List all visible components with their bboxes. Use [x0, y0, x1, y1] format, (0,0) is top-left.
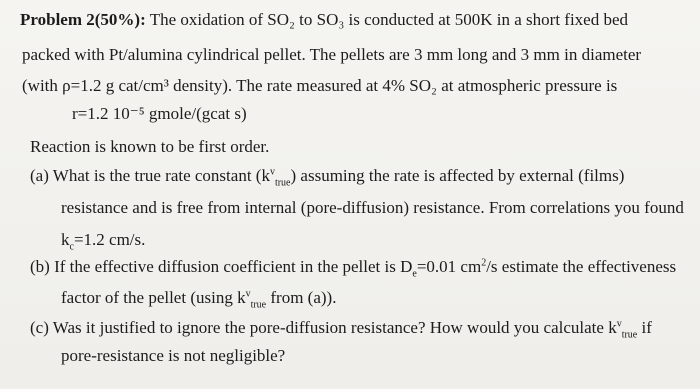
problem-line-1 [20, 9, 628, 31]
kc-value: =1.2 cm/s. [73, 230, 146, 249]
de-subscript: e [412, 268, 417, 280]
part-c-sup: v [616, 318, 622, 330]
part-b-text-3: /s estimate the effectiveness [486, 257, 677, 276]
kc-symbol: k [61, 230, 70, 249]
part-a-sup: v [269, 166, 275, 178]
part-c-sub: true [621, 329, 638, 341]
part-b-text-2: =0.01 cm [416, 257, 482, 276]
part-b-text-1: (b) If the effective diffusion coefficient in the pellet is D [30, 257, 413, 276]
kc-subscript: c [69, 241, 74, 253]
part-b-text-5: from (a)). [266, 288, 337, 307]
part-a-text-2: ) assuming the rate is affected by external (films) [290, 166, 625, 185]
problem-line-1-text: The oxidation of SO₂ to SO₃ is conducted at 500K in a short fixed bed [145, 10, 629, 29]
part-a-line-3 [61, 229, 145, 251]
part-b-line-2 [61, 287, 336, 309]
part-c-text-1: (c) Was it justified to ignore the pore-diffusion resistance? How would you calculate k [30, 318, 617, 337]
part-b-text-4: factor of the pellet (using k [61, 288, 246, 307]
reaction-order-statement: Reaction is known to be first order. [30, 137, 270, 156]
part-b-line-1 [30, 256, 676, 278]
problem-line-2: packed with Pt/alumina cylindrical pellet. The pellets are 3 mm long and 3 mm in diameter [22, 45, 642, 64]
rate-equation: r=1.2 10⁻⁵ gmole/(gcat s) [72, 104, 247, 123]
part-a-sub: true [274, 177, 291, 189]
part-a-text-1: (a) What is the true rate constant (k [30, 166, 270, 185]
problem-heading: Problem 2(50%): [20, 10, 146, 29]
part-a-line-2: resistance and is free from internal (pore-diffusion) resistance. From correlations you found [61, 198, 684, 217]
part-a-line-1 [30, 165, 624, 187]
problem-line-3: (with ρ=1.2 g cat/cm³ density). The rate measured at 4% SO₂ at atmospheric pressure is [22, 76, 618, 95]
cm-squared-sup: 2 [481, 257, 487, 269]
part-c-line-1 [30, 317, 652, 339]
part-c-line-2: pore-resistance is not negligible? [61, 346, 286, 365]
part-c-text-2: if [637, 318, 652, 337]
part-b-sub: true [250, 299, 267, 311]
part-b-sup: v [245, 288, 251, 300]
